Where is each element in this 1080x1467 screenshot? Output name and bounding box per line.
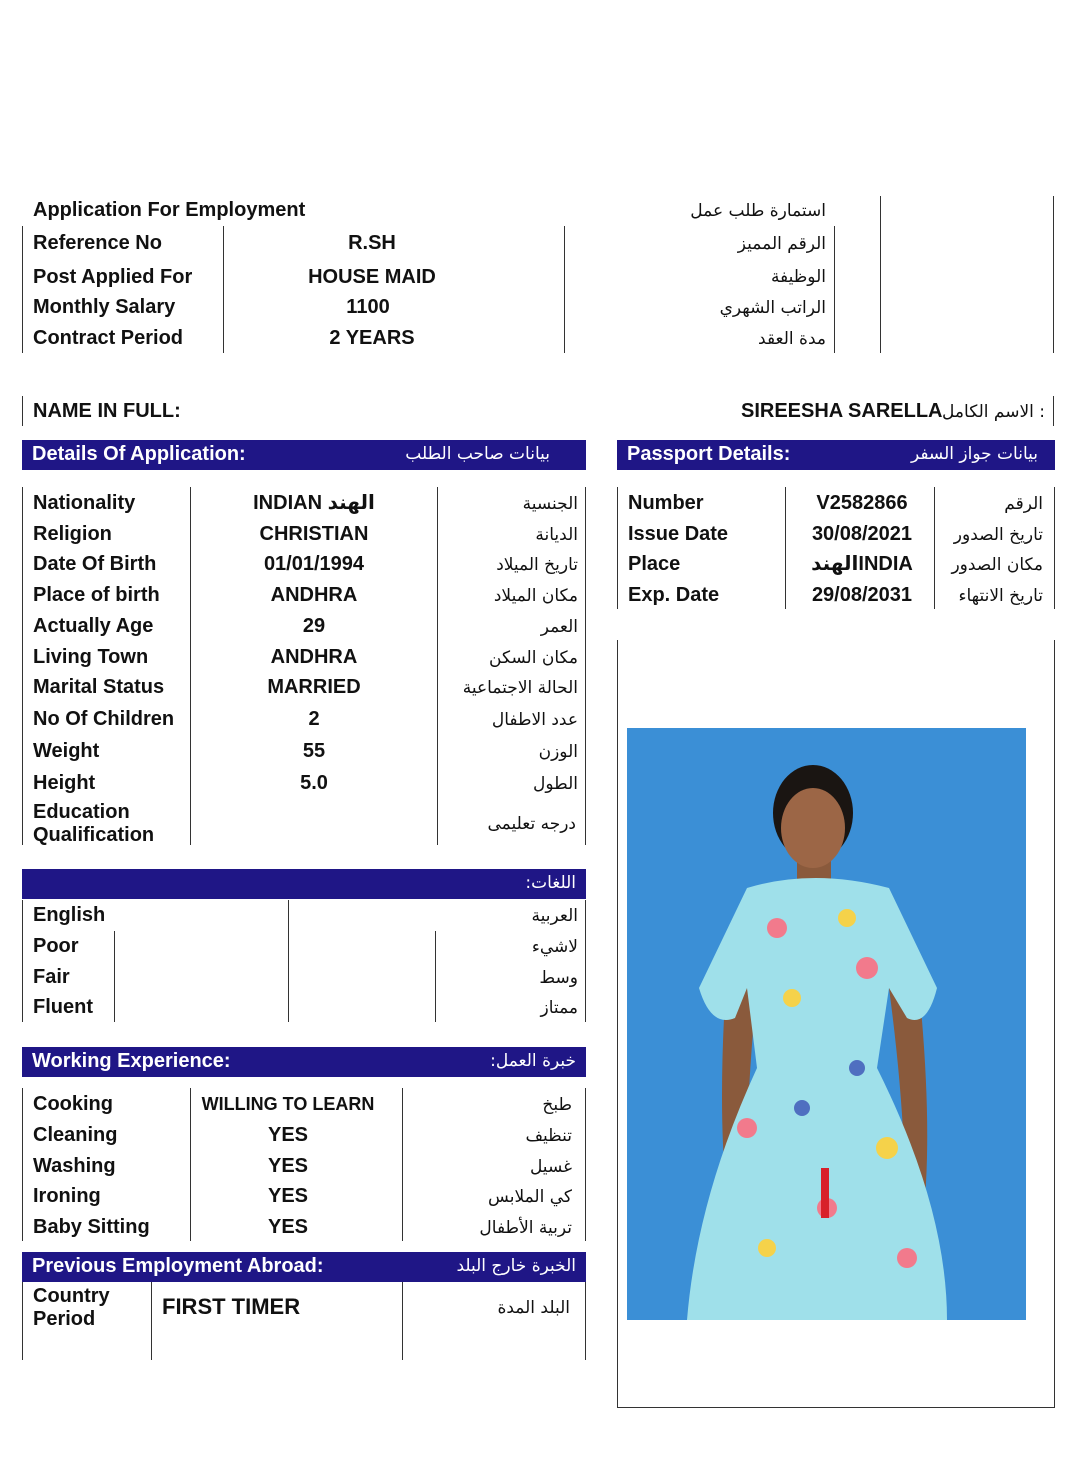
details-label-en: Living Town — [33, 646, 149, 668]
details-value: INDIAN الهند — [253, 492, 375, 514]
education-label-ar: درجه تعليمى — [487, 814, 576, 834]
details-label-en: No Of Children — [33, 708, 175, 730]
passport-section-header — [617, 440, 1055, 470]
name-label-ar: : الاسم الكامل — [942, 402, 1045, 422]
header-label-en: Post Applied For — [33, 266, 193, 288]
passport-label-ar: مكان الصدور — [951, 555, 1043, 575]
details-label-ar: تاريخ الميلاد — [496, 555, 578, 575]
divider — [151, 1282, 152, 1360]
header-value: R.SH — [348, 232, 396, 254]
details-label-en: Nationality — [33, 492, 136, 514]
header-value: 1100 — [346, 296, 390, 318]
divider — [402, 1088, 403, 1241]
experience-value: YES — [267, 1155, 309, 1177]
divider — [223, 226, 224, 353]
details-title-en: Details Of Application: — [32, 443, 246, 465]
passport-value: V2582866 — [816, 492, 908, 514]
applicant-photo-illustration — [627, 728, 1026, 1320]
details-value: 29 — [302, 615, 326, 637]
experience-value: YES — [267, 1216, 309, 1238]
details-value: MARRIED — [267, 676, 361, 698]
divider — [1053, 396, 1054, 426]
previous-label-ar: البلد المدة — [497, 1298, 570, 1318]
experience-label-en: Cooking — [33, 1093, 113, 1115]
details-value: 01/01/1994 — [263, 553, 365, 575]
languages-title-ar: اللغات: — [525, 873, 576, 893]
details-label-en: Date Of Birth — [33, 553, 157, 575]
divider — [564, 226, 565, 353]
previous-section-header — [22, 1252, 586, 1282]
divider — [617, 487, 618, 609]
experience-label-ar: كي الملابس — [488, 1187, 572, 1207]
details-label-en: Marital Status — [33, 676, 165, 698]
experience-label-ar: طبخ — [542, 1095, 572, 1115]
details-label-ar: الطول — [533, 774, 578, 794]
divider — [288, 900, 289, 1022]
details-value: 55 — [302, 740, 326, 762]
form-title-ar: استمارة طلب عمل — [690, 201, 826, 221]
header-label-en: Reference No — [33, 232, 162, 254]
divider — [834, 226, 835, 353]
experience-label-ar: تربية الأطفال — [479, 1218, 572, 1238]
passport-label-ar: تاريخ الصدور — [953, 525, 1043, 545]
header-label-ar: مدة العقد — [758, 329, 826, 349]
passport-title-en: Passport Details: — [627, 443, 791, 465]
passport-label-ar: الرقم — [1004, 494, 1043, 514]
details-label-en: Place of birth — [33, 584, 160, 606]
applicant-photo — [627, 728, 1026, 1320]
details-value: 5.0 — [300, 772, 328, 794]
details-label-en: Actually Age — [33, 615, 154, 637]
divider — [585, 1088, 586, 1241]
language-label-ar: لاشيء — [531, 937, 578, 957]
divider — [585, 487, 586, 845]
language-label-ar: وسط — [539, 968, 578, 988]
details-label-ar: عدد الاطفال — [491, 710, 578, 730]
divider — [190, 487, 191, 845]
header-label-ar: الوظيفة — [770, 267, 826, 287]
experience-label-en: Ironing — [33, 1185, 101, 1207]
divider — [22, 1282, 23, 1360]
passport-label-en: Issue Date — [628, 523, 729, 545]
full-name-value: SIREESHA SARELLA — [741, 400, 943, 422]
details-label-en: Height — [33, 772, 96, 794]
experience-label-ar: غسيل — [529, 1157, 572, 1177]
divider — [114, 931, 115, 1022]
details-label-ar: الوزن — [538, 742, 578, 762]
passport-label-ar: تاريخ الانتهاء — [958, 586, 1043, 606]
header-label-en: Monthly Salary — [33, 296, 176, 318]
divider — [585, 1282, 586, 1360]
previous-title-en: Previous Employment Abroad: — [32, 1255, 324, 1277]
language-label-ar: العربية — [531, 906, 578, 926]
experience-label-ar: تنظيف — [525, 1126, 572, 1146]
divider — [22, 226, 23, 353]
languages-section-header — [22, 869, 586, 899]
divider — [585, 900, 586, 1022]
details-label-en: Weight — [33, 740, 100, 762]
details-section-header — [22, 440, 586, 470]
details-label-en: Religion — [33, 523, 112, 545]
divider — [1053, 196, 1054, 353]
experience-value: WILLING TO LEARN — [201, 1094, 375, 1114]
passport-value: 29/08/2031 — [811, 584, 913, 606]
divider — [435, 931, 436, 1022]
divider — [22, 396, 23, 426]
header-value: 2 YEARS — [329, 327, 415, 349]
education-label-line1: Education — [33, 801, 130, 823]
details-label-ar: مكان الميلاد — [493, 586, 578, 606]
photo-frame-right — [1054, 640, 1055, 1408]
passport-label-en: Number — [628, 492, 704, 514]
language-label-en: English — [33, 904, 106, 926]
previous-title-ar: الخبرة خارج البلد — [456, 1256, 576, 1276]
language-label-en: Fair — [33, 966, 70, 988]
experience-label-en: Cleaning — [33, 1124, 118, 1146]
passport-label-en: Exp. Date — [628, 584, 720, 606]
details-label-ar: الديانة — [535, 525, 578, 545]
header-label-ar: الرقم المميز — [737, 234, 826, 254]
previous-value: FIRST TIMER — [162, 1294, 301, 1319]
details-value: CHRISTIAN — [259, 523, 369, 545]
previous-label-line2: Period — [33, 1308, 96, 1330]
divider — [22, 1088, 23, 1241]
details-title-ar: بيانات صاحب الطلب — [405, 444, 550, 464]
divider — [22, 487, 23, 845]
language-label-ar: ممتاز — [540, 998, 578, 1018]
details-label-ar: العمر — [540, 617, 578, 637]
language-label-en: Poor — [33, 935, 79, 957]
header-label-ar: الراتب الشهري — [719, 298, 826, 318]
divider — [22, 900, 23, 1022]
name-label-en: NAME IN FULL: — [33, 400, 181, 422]
passport-value: 30/08/2021 — [811, 523, 913, 545]
divider — [1054, 487, 1055, 609]
divider — [880, 196, 881, 353]
experience-value: YES — [267, 1185, 309, 1207]
form-title-en: Application For Employment — [33, 199, 306, 221]
divider — [402, 1282, 403, 1360]
details-value: ANDHRA — [270, 646, 358, 668]
previous-label-line1: Country — [33, 1285, 110, 1307]
experience-title-ar: خبرة العمل: — [490, 1051, 576, 1071]
experience-section-header — [22, 1047, 586, 1077]
passport-label-en: Place — [628, 553, 681, 575]
experience-title-en: Working Experience: — [32, 1050, 231, 1072]
experience-label-en: Washing — [33, 1155, 116, 1177]
experience-value: YES — [267, 1124, 309, 1146]
passport-value: الهندINDIA — [811, 553, 913, 575]
details-value: ANDHRA — [270, 584, 358, 606]
passport-title-ar: بيانات جواز السفر — [910, 444, 1038, 464]
language-label-en: Fluent — [33, 996, 93, 1018]
divider — [437, 487, 438, 845]
education-label-line2: Qualification — [33, 824, 155, 846]
photo-frame-bottom — [617, 1407, 1055, 1408]
details-value: 2 — [308, 708, 320, 730]
photo-frame-left — [617, 640, 618, 1408]
header-value: HOUSE MAID — [308, 266, 436, 288]
details-label-ar: مكان السكن — [489, 648, 578, 668]
experience-label-en: Baby Sitting — [33, 1216, 150, 1238]
details-label-ar: الجنسية — [522, 494, 578, 514]
details-label-ar: الحالة الاجتماعية — [462, 678, 578, 698]
header-label-en: Contract Period — [33, 327, 184, 349]
